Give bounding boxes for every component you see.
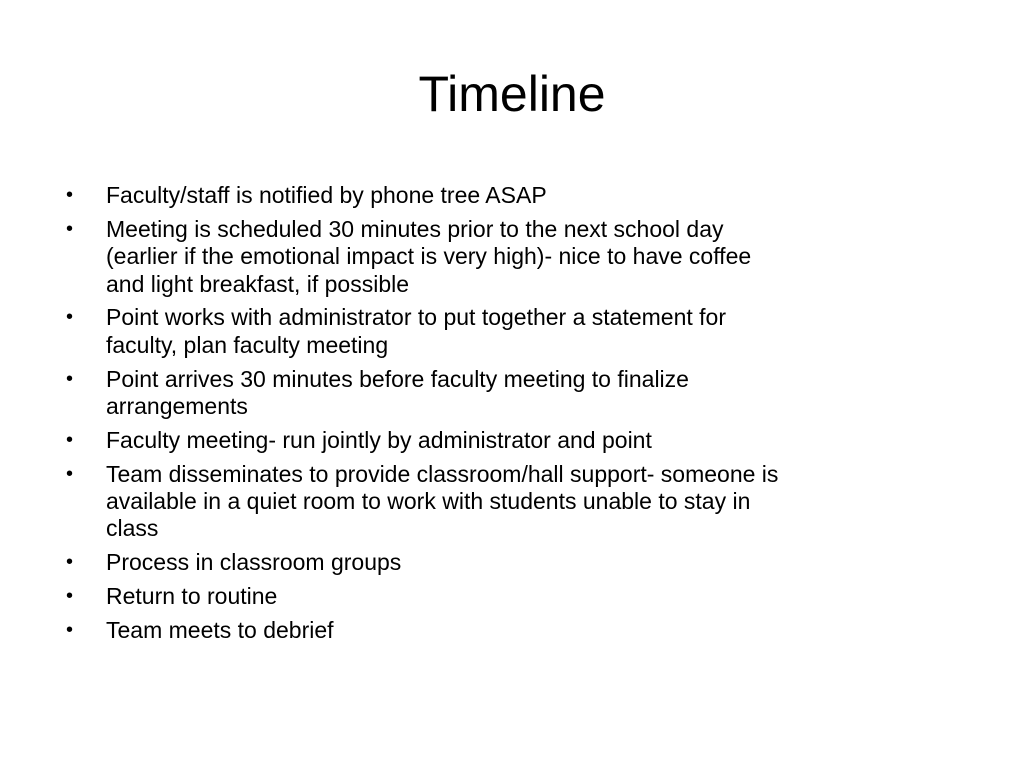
bullet-text: Process in classroom groups: [106, 549, 402, 576]
bullet-icon: •: [66, 367, 74, 390]
bullet-item: [66, 182, 786, 209]
bullet-list: [66, 182, 786, 651]
bullet-item: [66, 304, 786, 359]
bullet-icon: •: [66, 217, 74, 240]
bullet-item: [66, 617, 786, 644]
bullet-text: Point arrives 30 minutes before faculty meeting to finalize arrangements: [106, 365, 689, 420]
bullet-icon: •: [66, 184, 74, 206]
bullet-icon: •: [66, 618, 74, 641]
bullet-icon: •: [66, 462, 74, 485]
bullet-icon: •: [66, 306, 74, 329]
bullet-text: Faculty meeting- run jointly by administrator and point: [106, 426, 652, 453]
bullet-item: [66, 549, 786, 576]
bullet-text: Team meets to debrief: [106, 616, 334, 643]
bullet-item: [66, 216, 786, 298]
bullet-item: [66, 366, 786, 421]
bullet-text: Return to routine: [106, 583, 278, 610]
bullet-text: Meeting is scheduled 30 minutes prior to the next school day (earlier if the emotional impact is very high)- nice to have coffee and light breakfast, if possible: [106, 215, 752, 297]
bullet-icon: •: [66, 428, 74, 451]
bullet-text: Faculty/staff is notified by phone tree ASAP: [106, 182, 547, 208]
bullet-item: [66, 427, 786, 454]
bullet-icon: •: [66, 585, 74, 608]
bullet-text: Team disseminates to provide classroom/hall support- someone is available in a quiet room to work with students unable to stay in class: [106, 460, 779, 542]
bullet-icon: •: [66, 551, 74, 574]
slide-title: Timeline: [418, 66, 606, 122]
bullet-item: [66, 583, 786, 610]
bullet-item: [66, 461, 786, 543]
bullet-text: Point works with administrator to put together a statement for faculty, plan faculty meeting: [106, 304, 727, 358]
